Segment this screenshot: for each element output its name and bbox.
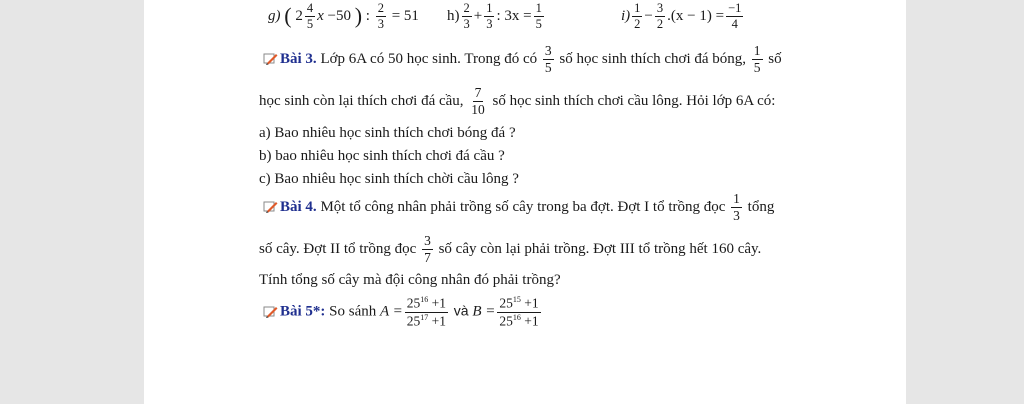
eq-h-fraction-1 (462, 2, 472, 31)
bai3-fraction-2 (752, 44, 763, 75)
frac-num: 1 (731, 192, 742, 208)
bai3-fraction-1 (543, 44, 554, 75)
bai5-line (263, 296, 543, 328)
bai5-label: Bài 5*: (280, 303, 326, 320)
pencil-icon (263, 305, 278, 318)
power-base: 25 (499, 313, 513, 329)
eq-g-var: x (317, 8, 324, 25)
frac-num: 7 (473, 86, 484, 102)
eq-h-fraction-2 (484, 2, 494, 31)
bai5-fraction-a (405, 296, 448, 328)
bai3-text-2: số học sinh thích chơi đá bóng, (559, 51, 747, 68)
bai3-label: Bài 3. (280, 51, 317, 68)
eq-i-fraction-3 (726, 2, 743, 31)
bai3-question-c: c) Bao nhiêu học sinh thích chời cầu lông ? (259, 171, 519, 187)
bai3-question-b: b) bao nhiêu học sinh thích chơi đá cầu ? (259, 148, 505, 164)
pencil-icon (263, 52, 278, 65)
paren-open: ( (284, 3, 292, 29)
frac-num: −1 (726, 2, 743, 17)
equation-h (447, 2, 546, 31)
power-exponent: 16 (420, 295, 429, 304)
eq-h-label: h) (447, 8, 460, 25)
frac-den: 5 (535, 17, 542, 32)
eq-h-fraction-3 (534, 2, 544, 31)
bai4-text-3: số cây. Đợt II tổ trồng đọc (259, 241, 417, 258)
frac-num: 4 (305, 2, 315, 17)
bai4-line-3: Tính tổng số cây mà đội công nhân đó phải trồng? (259, 272, 561, 288)
power-exponent: 16 (512, 312, 521, 322)
power-tail: +1 (520, 313, 539, 329)
frac-num (497, 296, 540, 313)
bai3-line-1 (263, 44, 782, 75)
frac-den: 3 (486, 17, 493, 32)
bai4-line-1 (263, 192, 774, 223)
paren-close: ) (354, 3, 363, 29)
frac-den: 5 (753, 60, 761, 76)
bai3-text-5: số học sinh thích chơi cầu lông. Hỏi lớp 6A có: (492, 93, 776, 110)
bai3-question-a: a) Bao nhiêu học sinh thích chơi bóng đá ? (259, 125, 516, 141)
frac-den: 3 (733, 208, 740, 224)
frac-num: 1 (632, 2, 642, 17)
bai4-label: Bài 4. (280, 199, 317, 216)
frac-den: 10 (471, 102, 485, 118)
bai5-text-1: So sánh (329, 303, 377, 320)
power-tail: +1 (428, 295, 447, 311)
power-base: 25 (499, 295, 513, 311)
bai5-va: và (453, 302, 469, 319)
eq-g-whole: 2 (295, 8, 303, 25)
power-exponent: 15 (512, 295, 521, 304)
eq-i-fraction-2 (655, 2, 665, 31)
power-base: 25 (406, 313, 421, 329)
eq-g-fraction (305, 2, 315, 31)
frac-den: 5 (306, 17, 314, 32)
bai4-fraction-2 (422, 234, 433, 265)
frac-den (405, 313, 448, 329)
frac-den (497, 313, 540, 329)
eq-h-plus: + (473, 8, 483, 25)
bai3-text-4: học sinh còn lại thích chơi đá cầu, (259, 93, 464, 110)
bai3-text-3: số (768, 51, 782, 68)
power-tail: +1 (428, 313, 447, 329)
bai5-b-lhs: B = (472, 303, 496, 320)
frac-den: 2 (656, 17, 664, 32)
bai3-text-1: Lớp 6A có 50 học sinh. Trong đó có (320, 51, 538, 68)
eq-g-rest: −50 (327, 8, 351, 25)
frac-den: 3 (463, 17, 470, 32)
frac-num: 1 (752, 44, 763, 60)
frac-num (405, 296, 448, 313)
eq-g-label: g) (268, 8, 281, 25)
eq-i-label: i) (621, 8, 631, 25)
eq-i-fraction-1 (632, 2, 642, 31)
document-page (144, 0, 906, 404)
equation-g (268, 2, 419, 31)
frac-den: 5 (544, 60, 552, 76)
frac-num: 3 (655, 2, 665, 17)
frac-num: 3 (422, 234, 433, 250)
bai5-a-lhs: A = (380, 303, 403, 320)
power-tail: +1 (520, 295, 539, 311)
power-exponent: 17 (420, 312, 429, 322)
frac-den: 3 (377, 17, 384, 32)
frac-num: 1 (484, 2, 494, 17)
frac-num: 1 (534, 2, 544, 17)
bai4-fraction-1 (731, 192, 742, 223)
eq-i-minus: − (644, 8, 653, 25)
frac-den: 2 (634, 17, 641, 32)
pencil-icon (263, 200, 278, 213)
eq-h-mid: : 3x = (496, 8, 532, 25)
frac-den: 7 (424, 250, 431, 266)
bai3-fraction-3 (469, 86, 487, 117)
frac-num: 2 (462, 2, 472, 17)
bai4-text-1: Một tổ công nhân phải trồng số cây trong ba đợt. Đợt I tổ trồng đọc (320, 199, 726, 216)
bai5-fraction-b (497, 296, 540, 328)
frac-num: 2 (376, 2, 386, 17)
power-base: 25 (406, 295, 421, 311)
eq-g-div: : (365, 8, 370, 25)
equation-i (621, 2, 745, 31)
bai3-line-2 (259, 86, 775, 117)
bai4-text-2: tổng (747, 199, 775, 216)
bai4-text-4: số cây còn lại phải trồng. Đợt III tổ trồng hết 160 cây. (438, 241, 762, 258)
bai4-line-2 (259, 234, 761, 265)
eq-i-mid: .(x − 1) = (667, 8, 725, 25)
frac-den: 4 (731, 17, 738, 32)
eq-g-result: = 51 (391, 8, 419, 25)
frac-num: 3 (543, 44, 554, 60)
eq-g-fraction-2 (376, 2, 386, 31)
